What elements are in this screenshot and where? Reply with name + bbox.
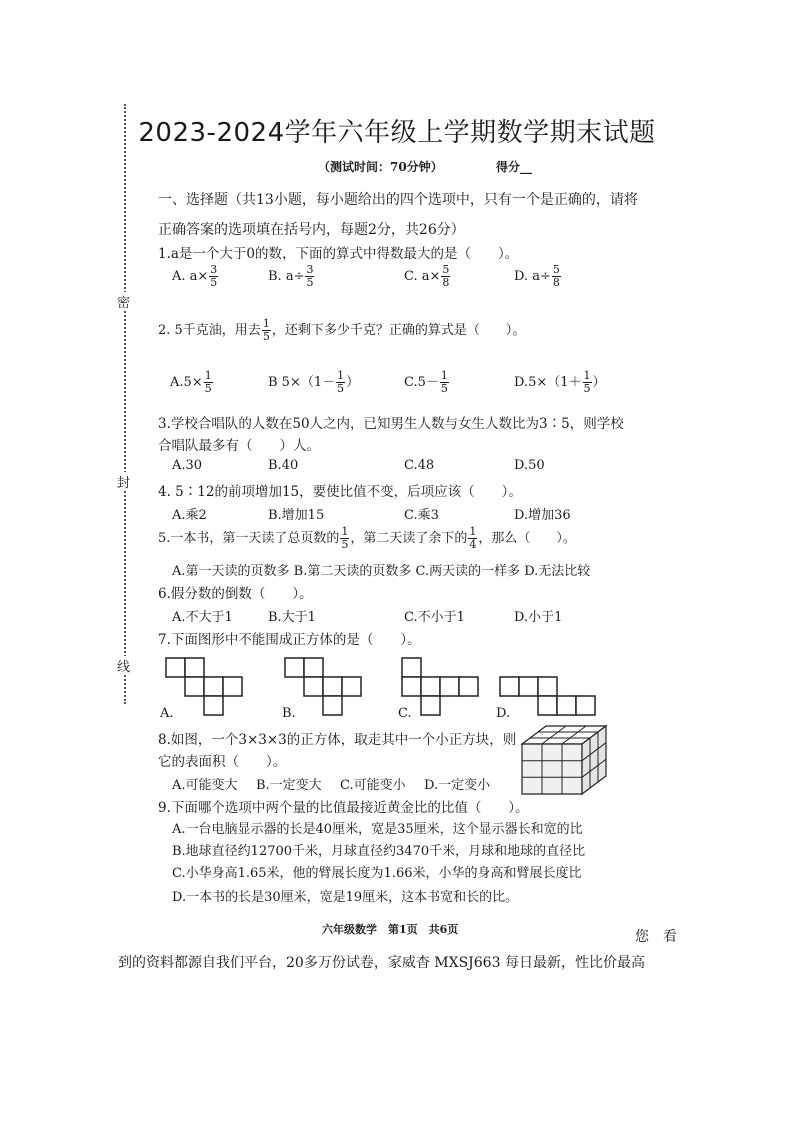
- page-title: 2023-2024学年六年级上学期数学期末试题: [138, 118, 656, 148]
- binding-line: [124, 104, 126, 704]
- page-footer: 六年级数学 第1页 共6页: [322, 923, 459, 936]
- fraction: $\frac{1}{4}$: [469, 525, 477, 551]
- q3-option-c: C.48: [404, 458, 435, 473]
- q2-option-d: D.5×（1＋ $\frac{1}{5}$ ）: [514, 369, 606, 395]
- binding-char-feng: 封: [117, 472, 130, 491]
- q5-options: A.第一天读的页数多 B.第二天读的页数多 C.两天读的一样多 D.无法比较: [172, 564, 591, 579]
- q9-option-a: A.一台电脑显示器的长是40厘米，宽是35厘米，这个显示器长和宽的比: [172, 822, 583, 837]
- q9-option-d: D.一本书的长是30厘米，宽是19厘米，这本书宽和长的比。: [172, 890, 519, 905]
- binding-char-xian: 线: [117, 656, 130, 675]
- q6-stem: 6.假分数的倒数（ ）。: [158, 586, 313, 602]
- q4-option-b: B.增加15: [268, 508, 325, 523]
- q1-stem: 1.a是一个大于0的数，下面的算式中得数最大的是（ ）。: [158, 246, 519, 262]
- q4-option-d: D.增加36: [514, 508, 571, 523]
- q6-option-d: D.小于1: [514, 610, 563, 625]
- net-c: [402, 658, 478, 715]
- test-time: （测试时间：70分钟）: [318, 160, 443, 174]
- section-heading-line2: 正确答案的选项填在括号内，每题2分，共26分）: [158, 222, 465, 238]
- fraction: $\frac{1}{5}$: [440, 369, 448, 395]
- cube-3x3x3-figure: [518, 722, 612, 798]
- q3-option-b: B.40: [268, 458, 299, 473]
- fraction: $\frac{1}{5}$: [337, 369, 345, 395]
- q8-option-b: B.一定变大: [256, 778, 322, 793]
- q3-option-d: D.50: [514, 458, 545, 473]
- q6-option-b: B.大于1: [268, 610, 316, 625]
- q3-stem-line2: 合唱队最多有（ ）人。: [158, 438, 320, 454]
- q6-option-a: A.不大于1: [172, 610, 233, 625]
- q2-option-a: A.5× $\frac{1}{5}$: [170, 369, 212, 395]
- q4-option-a: A.乘2: [172, 508, 207, 523]
- binding-char-mi: 密: [117, 292, 130, 311]
- q9-option-c: C.小华身高1.65米，他的臂展长度为1.66米，小华的身高和臂展长度比: [172, 866, 582, 881]
- ad-text-tail: 您 看: [635, 929, 677, 945]
- q8-option-d: D.一定变小: [424, 778, 491, 793]
- q7-label-c: C.: [398, 706, 412, 721]
- fraction: $\frac{5}{8}$: [552, 263, 560, 289]
- fraction: $\frac{3}{5}$: [210, 263, 218, 289]
- q2-option-c: C.5－ $\frac{1}{5}$: [404, 369, 448, 395]
- fraction: $\frac{1}{5}$: [204, 369, 212, 395]
- q4-stem: 4. 5∶12的前项增加15，要使比值不变，后项应该（ ）。: [158, 484, 522, 500]
- q8-stem: 8.如图，一个3×3×3的正方体，取走其中一个小正方块，则: [158, 732, 517, 748]
- net-d: [500, 677, 595, 715]
- q4-option-c: C.乘3: [404, 508, 439, 523]
- net-b: [285, 658, 361, 715]
- q9-stem: 9.下面哪个选项中两个量的比值最接近黄金比的比值（ ）。: [158, 800, 529, 816]
- q1-option-b: B. a÷ $\frac{3}{5}$: [268, 263, 314, 289]
- q9-option-b: B.地球直径约12700千米，月球直径约3470千米，月球和地球的直径比: [172, 844, 586, 859]
- q7-label-d: D.: [496, 706, 511, 721]
- q1-option-a: A. a× $\frac{3}{5}$: [172, 263, 218, 289]
- fraction: $\frac{5}{8}$: [442, 263, 450, 289]
- q8-option-c: C.可能变小: [340, 778, 406, 793]
- ad-banner-text: 到的资料都源自我们平台，20多万份试卷，家威杳 MXSJ663 每日最新，性比价最高: [118, 955, 645, 971]
- q1-option-c: C. a× $\frac{5}{8}$: [404, 263, 450, 289]
- net-a: [166, 658, 242, 715]
- q7-label-a: A.: [160, 706, 174, 721]
- q6-option-c: C.不小于1: [404, 610, 465, 625]
- q5-stem: 5.一本书，第一天读了总页数的 $\frac{1}{5}$ ，第二天读了余下的 $\frac{1}{4}$ ，那么（ ）。: [158, 525, 576, 551]
- q3-option-a: A.30: [172, 458, 203, 473]
- q8-stem-line2: 它的表面积（ ）。: [158, 754, 287, 770]
- q7-cube-nets: [0, 650, 794, 730]
- q7-label-b: B.: [282, 706, 296, 721]
- q2-option-b: B 5×（1－ $\frac{1}{5}$ ）: [268, 369, 360, 395]
- score-field: 得分__: [496, 160, 533, 174]
- section-heading: 一、选择题（共13小题，每小题给出的四个选项中，只有一个是正确的，请将: [158, 192, 638, 208]
- q8-option-a: A.可能变大: [172, 778, 238, 793]
- q2-stem: 2. 5千克油，用去 $\frac{1}{5}$ ，还剩下多少千克？正确的算式是（ ）。: [158, 317, 526, 343]
- q1-option-d: D. a÷ $\frac{5}{8}$: [514, 263, 560, 289]
- q7-stem: 7.下面图形中不能围成正方体的是（ ）。: [158, 632, 421, 648]
- fraction: $\frac{1}{5}$: [583, 369, 591, 395]
- fraction: $\frac{1}{5}$: [262, 317, 270, 343]
- q3-stem: 3.学校合唱队的人数在50人之内，已知男生人数与女生人数比为3∶5，则学校: [158, 416, 624, 432]
- fraction: $\frac{1}{5}$: [341, 525, 349, 551]
- fraction: $\frac{3}{5}$: [306, 263, 314, 289]
